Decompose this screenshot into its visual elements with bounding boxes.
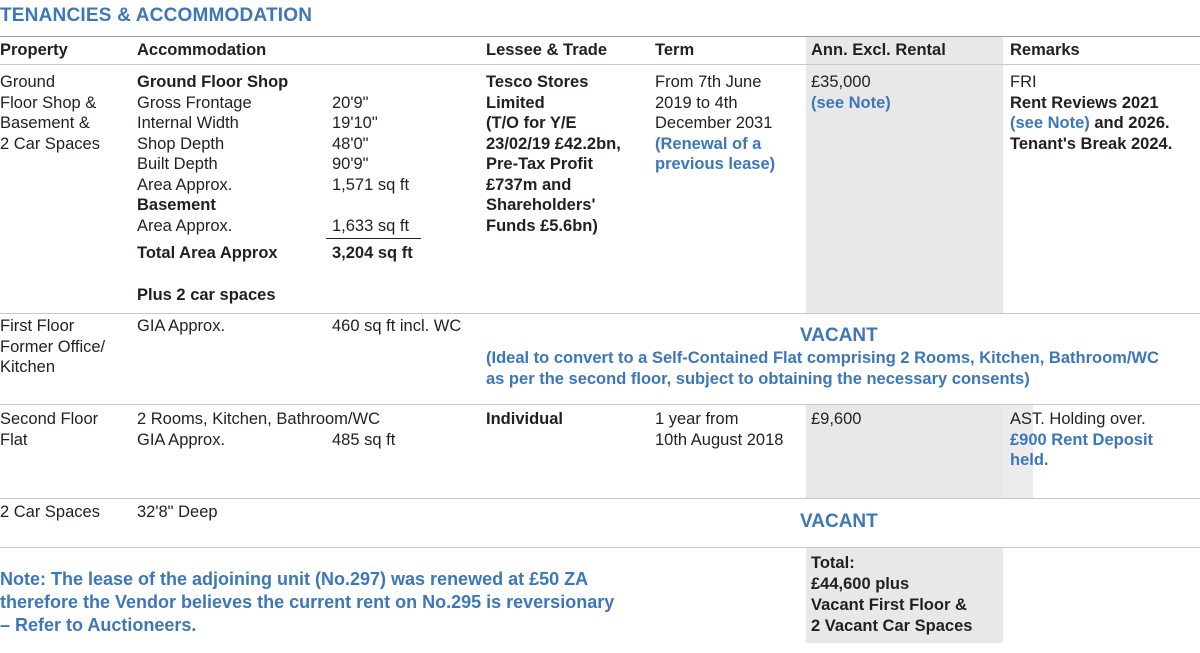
row1-basement-heading: Basement — [137, 196, 216, 214]
row1-rental: £35,000 — [811, 73, 871, 91]
row1-total-value: 3,204 sq ft — [332, 244, 413, 262]
subtotal-underline — [326, 238, 421, 239]
row3-bottom-rule — [0, 498, 1200, 499]
row1-lessee: Tesco Stores Limited (T/O for Y/E 23/02/19 £42.2bn, Pre-Tax Profit £737m and Shareholders' Funds £5.6bn) — [486, 73, 621, 235]
row1-remarks-fri: FRI — [1010, 73, 1037, 91]
row1-shop-values: 20'9" 19'10" 48'0" 90'9" 1,571 sq ft — [332, 93, 410, 194]
row3-term: 1 year from 10th August 2018 — [655, 410, 784, 449]
row1-bottom-rule — [0, 313, 1200, 314]
row1-basement-label: Area Approx. — [137, 216, 233, 235]
header-accommodation: Accommodation — [137, 41, 267, 59]
total-summary: Total: £44,600 plus Vacant First Floor & 2 Vacant Car Spaces — [811, 554, 973, 635]
row4-bottom-rule — [0, 547, 1200, 548]
row1-total-label: Total Area Approx — [137, 244, 278, 262]
row2-acc-label: GIA Approx. — [137, 317, 226, 335]
row3-lessee: Individual — [486, 410, 564, 428]
row1-property: Ground Floor Shop & Basement & 2 Car Spaces — [0, 73, 100, 153]
row1-shop-heading: Ground Floor Shop — [137, 73, 289, 91]
row1-remarks-2026: and 2026. — [1089, 114, 1170, 132]
row1-shop-labels: Gross Frontage Internal Width Shop Depth Built Depth Area Approx. — [137, 93, 252, 194]
row1-remarks-line3 — [1010, 113, 1170, 134]
header-lessee: Lessee & Trade — [486, 41, 608, 59]
row1-plus-car-spaces: Plus 2 car spaces — [137, 286, 276, 304]
header-property: Property — [0, 41, 68, 59]
row4-property: 2 Car Spaces — [0, 503, 100, 521]
row2-vacant-note: (Ideal to convert to a Self-Contained Flat comprising 2 Rooms, Kitchen, Bathroom/WC as per the second floor, subject to obtaining the necessary consents) — [486, 349, 1159, 388]
row2-acc-value: 460 sq ft incl. WC — [332, 317, 462, 335]
row4-acc: 32'8" Deep — [137, 503, 218, 521]
row4-vacant: VACANT — [800, 511, 878, 532]
row3-rental: £9,600 — [811, 410, 862, 428]
page-title: TENANCIES & ACCOMMODATION — [0, 5, 313, 26]
header-rental: Ann. Excl. Rental — [811, 41, 946, 59]
row3-remarks-ast: AST. Holding over. — [1010, 410, 1146, 428]
row1-remarks-break: Tenant's Break 2024. — [1010, 134, 1173, 153]
row3-acc-value: 485 sq ft — [332, 430, 396, 449]
row1-term-note: (Renewal of a previous lease) — [655, 134, 776, 173]
row1-remarks-see-note: (see Note) — [1010, 114, 1090, 132]
row1-basement-value: 1,633 sq ft — [332, 216, 410, 235]
row3-property: Second Floor Flat — [0, 410, 99, 449]
footnote: Note: The lease of the adjoining unit (No.297) was renewed at £50 ZA therefore the Vendor believes the current rent on No.295 is reversionary – Refer to Auctioneers. — [0, 569, 615, 635]
row1-term: From 7th June 2019 to 4th December 2031 — [655, 73, 773, 132]
row3-remarks-deposit: £900 Rent Deposit held. — [1010, 430, 1154, 469]
row2-vacant: VACANT — [800, 325, 878, 346]
row1-remarks-reviews: Rent Reviews 2021 — [1010, 93, 1159, 112]
header-bottom-rule — [0, 64, 1200, 65]
header-remarks: Remarks — [1010, 41, 1080, 59]
header-top-rule — [0, 36, 1200, 37]
row3-acc-label: GIA Approx. — [137, 430, 226, 449]
row2-bottom-rule — [0, 404, 1200, 405]
row3-acc-line1: 2 Rooms, Kitchen, Bathroom/WC — [137, 410, 381, 428]
row2-property: First Floor Former Office/ Kitchen — [0, 317, 106, 376]
header-term: Term — [655, 41, 695, 59]
row1-rental-note: (see Note) — [811, 93, 891, 112]
